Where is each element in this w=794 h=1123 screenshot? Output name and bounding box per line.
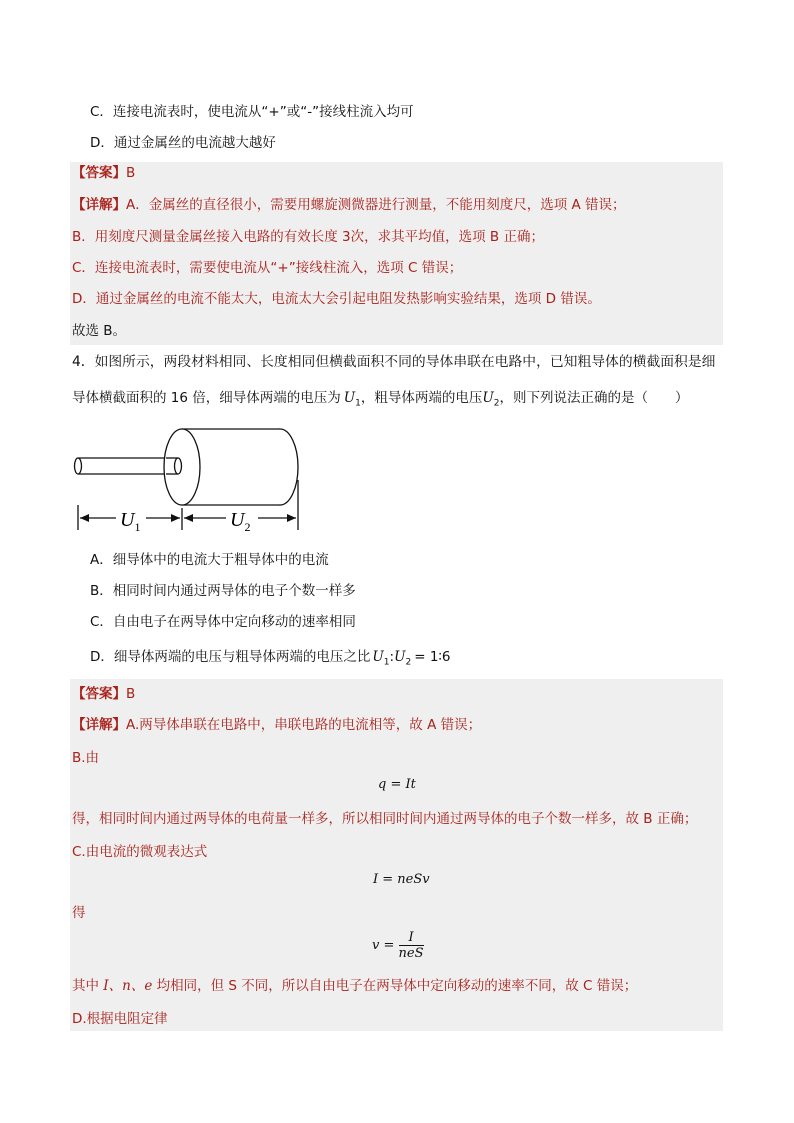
q3-option-c: C．连接电流表时，使电流从“+”或“-”接线柱流入均可 bbox=[90, 104, 414, 120]
q4-stem-text-b: ，粗导体两端的电压 bbox=[360, 390, 483, 406]
q4-u2-symbol: U bbox=[482, 390, 494, 406]
q4-u1-sub: 1 bbox=[355, 398, 361, 409]
q4-stem-text-c: ，则下列说法正确的是（ ） bbox=[499, 390, 689, 406]
formula-v-lhs: v = bbox=[372, 938, 395, 953]
q4-option-d-text: D．细导体两端的电压与粗导体两端的电压之比 bbox=[90, 649, 371, 665]
detail-tag: 【详解】 bbox=[72, 197, 126, 213]
thick-conductor bbox=[164, 429, 298, 505]
conductor-figure bbox=[70, 420, 310, 538]
q3-detail-line-c: C．连接电流表时，需要使电流从“+”接线柱流入，选项 C 错误； bbox=[72, 260, 463, 276]
q4-b-text: 得，相同时间内通过两导体的电荷量一样多，所以相同时间内通过两导体的电子个数一样多，故 B 正确； bbox=[72, 811, 698, 827]
figure-u1-letter: U bbox=[120, 509, 135, 531]
formula-i-equals-nesv: I = neSv bbox=[373, 872, 430, 887]
detail-text-a: A．金属丝的直径很小，需要用螺旋测微器进行测量，不能用刻度尺，选项 A 错误； bbox=[126, 197, 626, 213]
figure-u1-label bbox=[120, 509, 140, 534]
formula-v-fraction bbox=[372, 930, 424, 961]
figure-u2-sub: 2 bbox=[244, 520, 251, 534]
q4-c-text-b: 均相同，但 S 不同，所以自由电子在两导体中定向移动的速率不同，故 C 错误； bbox=[152, 978, 638, 994]
q3-detail-line-a bbox=[72, 195, 626, 215]
q4-stem-text-a: 导体横截面积的 16 倍，细导体两端的电压为 bbox=[72, 390, 341, 406]
answer-value: B bbox=[126, 165, 136, 181]
q3-detail-line-d: D．通过金属丝的电流不能太大，电流太大会引起电阻发热影响实验结果，选项 D 错误。 bbox=[72, 291, 601, 307]
q4-u2-sub: 2 bbox=[493, 398, 500, 409]
q3-option-d: D．通过金属丝的电流越大越好 bbox=[90, 135, 276, 151]
fraction bbox=[399, 930, 424, 961]
figure-u2-label bbox=[230, 509, 250, 534]
q4-option-c: C．自由电子在两导体中定向移动的速率相同 bbox=[90, 614, 356, 630]
figure-u2-letter: U bbox=[230, 509, 245, 531]
answer-tag: 【答案】 bbox=[72, 686, 126, 702]
q3-conclusion: 故选 B。 bbox=[72, 323, 127, 339]
formula-q-equals-it: q = It bbox=[378, 777, 416, 792]
fraction-numerator: I bbox=[399, 930, 424, 946]
detail-tag: 【详解】 bbox=[72, 717, 126, 733]
answer-tag: 【答案】 bbox=[72, 165, 126, 181]
q4-c-text-a: 其中 bbox=[72, 978, 104, 994]
figure-u1-sub: 1 bbox=[134, 520, 141, 534]
q4-option-a: A．细导体中的电流大于粗导体中的电流 bbox=[90, 552, 329, 568]
q4-answer-line bbox=[72, 684, 135, 704]
q4-b-intro: B.由 bbox=[72, 750, 100, 766]
q4-c-text bbox=[72, 976, 637, 996]
q4-option-d: D．细导体两端的电压与粗导体两端的电压之比 $U_1:U_2$ = 1∶6 bbox=[90, 649, 451, 668]
q3-answer-panel bbox=[70, 162, 723, 345]
q4-stem-line2 bbox=[72, 388, 689, 414]
q4-detail-line-a bbox=[72, 715, 481, 735]
q4-d-intro: D.根据电阻定律 bbox=[72, 1011, 168, 1027]
q4-c-intro: C.由电流的微观表达式 bbox=[72, 844, 208, 860]
detail-text-a: A.两导体串联在电路中，串联电路的电流相等，故 A 错误； bbox=[126, 717, 482, 733]
q3-detail-line-b: B．用刻度尺测量金属丝接入电路的有效长度 3次，求其平均值，选项 B 正确； bbox=[72, 229, 544, 245]
q4-option-d-ratio: = 1∶6 bbox=[414, 649, 451, 665]
q4-u1-symbol: U bbox=[343, 390, 356, 406]
q4-de: 得 bbox=[72, 905, 86, 921]
q3-answer-line bbox=[72, 163, 135, 183]
answer-value: B bbox=[126, 686, 136, 702]
q4-c-vars: I、n、e bbox=[103, 978, 153, 994]
q4-option-b: B．相同时间内通过两导体的电子个数一样多 bbox=[90, 583, 356, 599]
fraction-denominator: neS bbox=[398, 946, 424, 961]
q4-stem-line1: 4．如图所示，两段材料相同、长度相同但横截面积不同的导体串联在电路中，已知粗导体的横截面积是细 bbox=[72, 354, 716, 370]
